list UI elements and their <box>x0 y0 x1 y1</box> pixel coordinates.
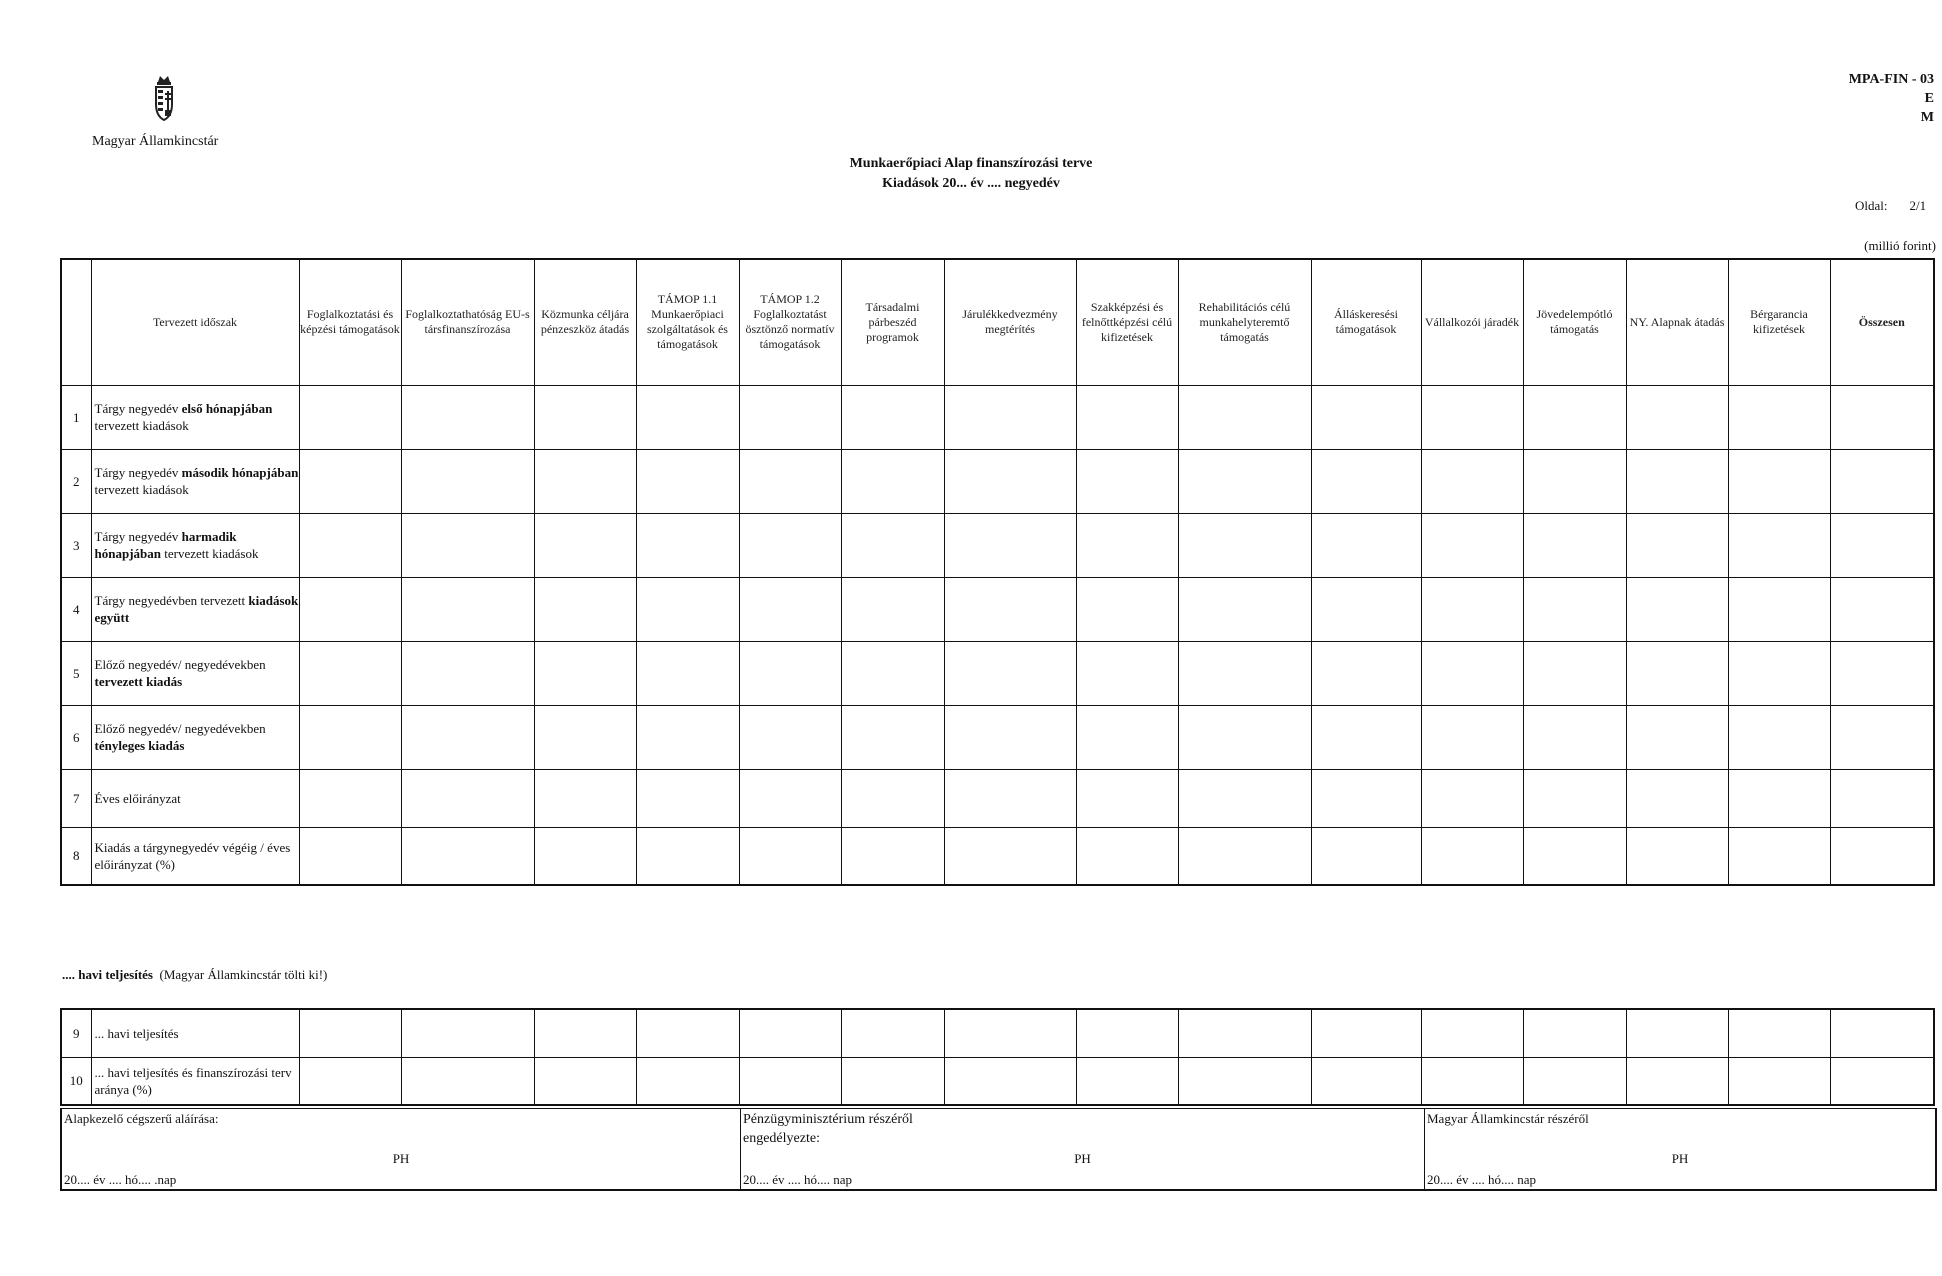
page-value: 2/1 <box>1909 198 1927 213</box>
column-header: Összesen <box>1830 259 1934 385</box>
row-label-emphasis: első hónapjában <box>181 401 273 416</box>
data-cell[interactable] <box>1311 513 1421 577</box>
row-number: 10 <box>61 1057 91 1105</box>
column-header: Vállalkozói járadék <box>1421 259 1523 385</box>
data-cell[interactable] <box>841 827 944 885</box>
data-cell[interactable] <box>1728 1009 1830 1057</box>
data-cell[interactable] <box>636 385 739 449</box>
data-cell[interactable] <box>1178 641 1311 705</box>
data-cell[interactable] <box>636 577 739 641</box>
data-cell[interactable] <box>401 513 534 577</box>
header-row <box>61 259 1934 385</box>
data-cell[interactable] <box>1178 1057 1311 1105</box>
table-row <box>61 1057 1934 1105</box>
row-label-text: Kiadás a tárgynegyedév végéig / éves előirányzat (%) <box>94 839 291 872</box>
data-cell[interactable] <box>1076 705 1178 769</box>
data-cell[interactable] <box>739 513 841 577</box>
data-cell[interactable] <box>1311 577 1421 641</box>
data-cell[interactable] <box>1311 705 1421 769</box>
data-cell[interactable] <box>1626 1009 1728 1057</box>
data-cell[interactable] <box>1830 827 1934 885</box>
table-row <box>61 449 1934 513</box>
data-cell[interactable] <box>1421 449 1523 513</box>
data-cell[interactable] <box>401 769 534 827</box>
data-cell[interactable] <box>944 385 1076 449</box>
data-cell[interactable] <box>1523 705 1626 769</box>
signature-box-ministry[interactable] <box>740 1109 1424 1189</box>
data-cell[interactable] <box>534 641 636 705</box>
data-cell[interactable] <box>1421 385 1523 449</box>
page-label: Oldal: <box>1855 198 1888 213</box>
row-label-text: Előző negyedév/ negyedévekben <box>94 657 266 672</box>
data-cell[interactable] <box>1311 769 1421 827</box>
data-cell[interactable] <box>841 577 944 641</box>
data-cell[interactable] <box>739 641 841 705</box>
table-row <box>61 641 1934 705</box>
row-label-text: tervezett kiadások <box>160 546 259 561</box>
column-header: Közmunka céljára pénzeszköz átadás <box>534 259 636 385</box>
data-cell[interactable] <box>1523 641 1626 705</box>
data-cell[interactable] <box>944 1057 1076 1105</box>
data-cell[interactable] <box>739 385 841 449</box>
data-cell[interactable] <box>1523 827 1626 885</box>
data-cell[interactable] <box>1421 827 1523 885</box>
coat-of-arms-icon <box>150 72 178 124</box>
table-row <box>61 1009 1934 1057</box>
data-cell[interactable] <box>1728 513 1830 577</box>
signature-box-treasury[interactable] <box>1424 1109 1935 1189</box>
data-cell[interactable] <box>401 641 534 705</box>
data-cell[interactable] <box>1076 513 1178 577</box>
row-number: 1 <box>61 385 91 449</box>
data-cell[interactable] <box>1421 641 1523 705</box>
row-label-emphasis: harmadik hónapjában <box>94 529 237 561</box>
column-header: Álláskeresési támogatások <box>1311 259 1421 385</box>
row-label-emphasis: tervezett kiadás <box>94 674 183 689</box>
data-cell[interactable] <box>1523 449 1626 513</box>
data-cell[interactable] <box>1830 449 1934 513</box>
row-label <box>91 641 299 705</box>
data-cell[interactable] <box>1626 577 1728 641</box>
title-line-1: Munkaerőpiaci Alap finanszírozási terve <box>849 156 1093 171</box>
data-cell[interactable] <box>944 769 1076 827</box>
data-cell[interactable] <box>739 827 841 885</box>
data-cell[interactable] <box>841 513 944 577</box>
row-label-text: Tárgy negyedév <box>94 401 182 416</box>
data-cell[interactable] <box>1523 385 1626 449</box>
row-label <box>91 513 299 577</box>
row-label <box>91 769 299 827</box>
data-cell[interactable] <box>1311 385 1421 449</box>
performance-note: (Magyar Államkincstár tölti ki!) <box>159 967 328 982</box>
organization-name: Magyar Államkincstár <box>92 134 219 149</box>
row-label <box>91 449 299 513</box>
data-cell[interactable] <box>1421 705 1523 769</box>
row-label-text: Tárgy negyedév <box>94 529 182 544</box>
data-cell[interactable] <box>534 705 636 769</box>
table-row <box>61 769 1934 827</box>
data-cell[interactable] <box>1178 1009 1311 1057</box>
document-title <box>0 154 1942 194</box>
data-cell[interactable] <box>534 769 636 827</box>
data-cell[interactable] <box>1311 449 1421 513</box>
signature-date: 20.... év .... hó.... nap <box>743 1172 853 1187</box>
signature-title: Pénzügyminisztérium részéről engedélyezte: <box>743 1112 913 1146</box>
data-cell[interactable] <box>299 385 401 449</box>
data-cell[interactable] <box>1728 769 1830 827</box>
row-label <box>91 705 299 769</box>
table-row <box>61 705 1934 769</box>
data-cell[interactable] <box>636 513 739 577</box>
column-header: Járulékkedvezmény megtérítés <box>944 259 1076 385</box>
data-cell[interactable] <box>1421 1009 1523 1057</box>
page-indicator <box>1855 198 1926 214</box>
data-cell[interactable] <box>534 449 636 513</box>
table-row <box>61 385 1934 449</box>
data-cell[interactable] <box>944 827 1076 885</box>
data-cell[interactable] <box>636 641 739 705</box>
data-cell[interactable] <box>944 513 1076 577</box>
performance-section-title <box>62 967 327 983</box>
row-label <box>91 577 299 641</box>
row-label <box>91 385 299 449</box>
data-cell[interactable] <box>1728 577 1830 641</box>
row-label: ... havi teljesítés <box>91 1009 299 1057</box>
data-cell[interactable] <box>1523 513 1626 577</box>
data-cell[interactable] <box>1178 449 1311 513</box>
data-cell[interactable] <box>299 513 401 577</box>
data-cell[interactable] <box>1076 449 1178 513</box>
row-number: 3 <box>61 513 91 577</box>
row-label-emphasis: tényleges kiadás <box>94 738 185 753</box>
data-cell[interactable] <box>1728 385 1830 449</box>
data-cell[interactable] <box>534 827 636 885</box>
data-cell[interactable] <box>841 769 944 827</box>
form-code <box>1849 70 1934 127</box>
data-cell[interactable] <box>1626 449 1728 513</box>
data-cell[interactable] <box>944 641 1076 705</box>
data-cell[interactable] <box>1178 577 1311 641</box>
data-cell[interactable] <box>1523 577 1626 641</box>
row-number: 7 <box>61 769 91 827</box>
column-header: Bérgarancia kifizetések <box>1728 259 1830 385</box>
data-cell[interactable] <box>636 1009 739 1057</box>
data-cell[interactable] <box>534 577 636 641</box>
data-cell[interactable] <box>1523 1057 1626 1105</box>
data-cell[interactable] <box>1178 513 1311 577</box>
data-cell[interactable] <box>1626 769 1728 827</box>
data-cell[interactable] <box>1728 1057 1830 1105</box>
data-cell[interactable] <box>636 769 739 827</box>
data-cell[interactable] <box>739 1009 841 1057</box>
row-label-text: tervezett kiadások <box>94 482 189 497</box>
data-cell[interactable] <box>534 513 636 577</box>
data-cell[interactable] <box>739 449 841 513</box>
data-cell[interactable] <box>636 1057 739 1105</box>
stamp-placeholder: PH <box>1074 1151 1091 1166</box>
data-cell[interactable] <box>1626 385 1728 449</box>
data-cell[interactable] <box>841 1057 944 1105</box>
form-code-line: MPA-FIN - 03 <box>1848 72 1934 87</box>
data-cell[interactable] <box>401 1057 534 1105</box>
table-row <box>61 577 1934 641</box>
row-label-emphasis: kiadások együtt <box>94 593 299 625</box>
data-cell[interactable] <box>1178 769 1311 827</box>
row-label-text: tervezett kiadások <box>94 418 189 433</box>
row-number: 5 <box>61 641 91 705</box>
data-cell[interactable] <box>299 1057 401 1105</box>
data-cell[interactable] <box>1523 769 1626 827</box>
data-cell[interactable] <box>1076 1057 1178 1105</box>
data-cell[interactable] <box>299 705 401 769</box>
data-cell[interactable] <box>944 449 1076 513</box>
column-header: Jövedelempótló támogatás <box>1523 259 1626 385</box>
data-cell[interactable] <box>1626 641 1728 705</box>
data-cell[interactable] <box>1830 705 1934 769</box>
data-cell[interactable] <box>401 385 534 449</box>
period-header: Tervezett időszak <box>91 259 299 385</box>
column-header: Foglalkoztatási és képzési támogatások <box>299 259 401 385</box>
data-cell[interactable] <box>944 705 1076 769</box>
data-cell[interactable] <box>1076 577 1178 641</box>
row-number: 6 <box>61 705 91 769</box>
data-cell[interactable] <box>841 449 944 513</box>
data-cell[interactable] <box>1626 513 1728 577</box>
signature-date: 20.... év .... hó.... .nap <box>64 1172 177 1187</box>
data-cell[interactable] <box>739 577 841 641</box>
data-cell[interactable] <box>739 769 841 827</box>
data-cell[interactable] <box>636 449 739 513</box>
signature-title: Magyar Államkincstár részéről <box>1427 1111 1589 1126</box>
column-header: Rehabilitációs célú munkahelyteremtő támogatás <box>1178 259 1311 385</box>
data-cell[interactable] <box>1311 641 1421 705</box>
data-cell[interactable] <box>401 705 534 769</box>
signature-title: Alapkezelő cégszerű aláírása: <box>64 1111 219 1126</box>
data-cell[interactable] <box>1830 513 1934 577</box>
data-cell[interactable] <box>841 705 944 769</box>
data-cell[interactable] <box>534 1009 636 1057</box>
data-cell[interactable] <box>1076 1009 1178 1057</box>
data-cell[interactable] <box>299 577 401 641</box>
signature-box-fund-manager[interactable] <box>62 1109 740 1189</box>
row-number-header <box>61 259 91 385</box>
data-cell[interactable] <box>401 1009 534 1057</box>
form-code-line: M <box>1920 110 1934 125</box>
data-cell[interactable] <box>1076 385 1178 449</box>
stamp-placeholder: PH <box>1671 1151 1689 1166</box>
row-label <box>91 827 299 885</box>
row-number: 9 <box>61 1009 91 1057</box>
table-row <box>61 513 1934 577</box>
row-number: 8 <box>61 827 91 885</box>
data-cell[interactable] <box>1626 827 1728 885</box>
data-cell[interactable] <box>1311 1009 1421 1057</box>
row-label-text: Tárgy negyedév <box>94 465 182 480</box>
column-header: Társadalmi párbeszéd programok <box>841 259 944 385</box>
data-cell[interactable] <box>739 1057 841 1105</box>
data-cell[interactable] <box>1523 1009 1626 1057</box>
data-cell[interactable] <box>299 769 401 827</box>
data-cell[interactable] <box>1830 641 1934 705</box>
data-cell[interactable] <box>1830 769 1934 827</box>
row-number: 2 <box>61 449 91 513</box>
row-label-text: Előző negyedév/ negyedévekben <box>94 721 266 736</box>
table-row <box>61 827 1934 885</box>
row-number: 4 <box>61 577 91 641</box>
data-cell[interactable] <box>1830 577 1934 641</box>
row-label-emphasis: második hónapjában <box>181 465 299 480</box>
data-cell[interactable] <box>1311 1057 1421 1105</box>
data-cell[interactable] <box>299 827 401 885</box>
row-label: ... havi teljesítés és finanszírozási terv aránya (%) <box>91 1057 299 1105</box>
data-cell[interactable] <box>1626 705 1728 769</box>
data-cell[interactable] <box>1076 769 1178 827</box>
data-cell[interactable] <box>1421 513 1523 577</box>
performance-title: .... havi teljesítés <box>62 967 153 982</box>
row-label-text: Tárgy negyedévben tervezett <box>94 593 249 608</box>
data-cell[interactable] <box>1178 705 1311 769</box>
stamp-placeholder: PH <box>392 1151 410 1166</box>
data-cell[interactable] <box>1626 1057 1728 1105</box>
data-cell[interactable] <box>299 1009 401 1057</box>
column-header: NY. Alapnak átadás <box>1626 259 1728 385</box>
data-cell[interactable] <box>299 449 401 513</box>
data-cell[interactable] <box>636 705 739 769</box>
data-cell[interactable] <box>534 385 636 449</box>
expense-plan-table <box>60 258 1935 886</box>
data-cell[interactable] <box>1830 385 1934 449</box>
data-cell[interactable] <box>944 577 1076 641</box>
column-header: TÁMOP 1.1 Munkaerőpiaci szolgáltatások és támogatások <box>636 259 739 385</box>
data-cell[interactable] <box>1728 705 1830 769</box>
signature-date: 20.... év .... hó.... nap <box>1427 1172 1537 1187</box>
data-cell[interactable] <box>401 449 534 513</box>
unit-label: (millió forint) <box>1864 238 1936 253</box>
data-cell[interactable] <box>1076 827 1178 885</box>
data-cell[interactable] <box>401 577 534 641</box>
data-cell[interactable] <box>1178 385 1311 449</box>
form-code-line: E <box>1924 91 1934 106</box>
data-cell[interactable] <box>1728 449 1830 513</box>
data-cell[interactable] <box>1830 1009 1934 1057</box>
performance-table <box>60 1008 1935 1106</box>
data-cell[interactable] <box>841 1009 944 1057</box>
data-cell[interactable] <box>1421 577 1523 641</box>
data-cell[interactable] <box>739 705 841 769</box>
signature-area <box>60 1108 1937 1191</box>
data-cell[interactable] <box>1830 1057 1934 1105</box>
data-cell[interactable] <box>1076 641 1178 705</box>
column-header: Foglalkoztathatóság EU-s társfinanszírozása <box>401 259 534 385</box>
column-header: TÁMOP 1.2 Foglalkoztatást ösztönző normatív támogatások <box>739 259 841 385</box>
row-label-text: Éves előirányzat <box>94 790 181 806</box>
data-cell[interactable] <box>534 1057 636 1105</box>
data-cell[interactable] <box>636 827 739 885</box>
data-cell[interactable] <box>1421 769 1523 827</box>
data-cell[interactable] <box>1728 827 1830 885</box>
data-cell[interactable] <box>1421 1057 1523 1105</box>
data-cell[interactable] <box>944 1009 1076 1057</box>
data-cell[interactable] <box>841 385 944 449</box>
data-cell[interactable] <box>401 827 534 885</box>
column-header: Szakképzési és felnőttképzési célú kifizetések <box>1076 259 1178 385</box>
data-cell[interactable] <box>1311 827 1421 885</box>
data-cell[interactable] <box>841 641 944 705</box>
data-cell[interactable] <box>1178 827 1311 885</box>
data-cell[interactable] <box>299 641 401 705</box>
title-line-2: Kiadások 20... év .... negyedév <box>882 176 1060 191</box>
data-cell[interactable] <box>1728 641 1830 705</box>
